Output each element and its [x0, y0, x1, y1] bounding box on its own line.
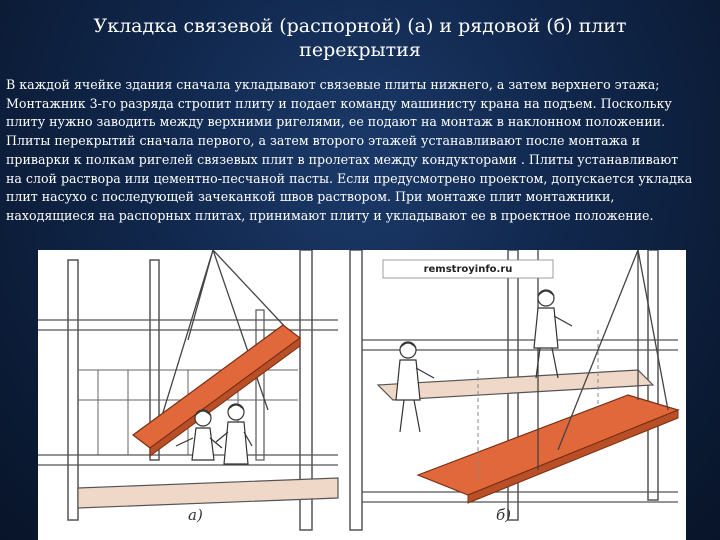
column-b3	[648, 250, 658, 500]
column-b1	[350, 250, 362, 530]
column-a1	[68, 260, 78, 520]
beam-b-bottom	[362, 492, 678, 502]
figure-label-b: б)	[496, 506, 512, 524]
worker-b2	[534, 290, 572, 378]
construction-illustration	[38, 250, 686, 540]
watermark-label: remstroyinfo.ru	[423, 264, 513, 275]
construction-drawing	[38, 250, 686, 540]
beam-a-bottom	[38, 455, 338, 465]
slab-b	[418, 395, 678, 495]
beam-a-top	[38, 320, 338, 330]
floor-a	[78, 478, 338, 508]
slide-title: Укладка связевой (распорной) (а) и рядовой (б) плит перекрытия	[93, 15, 627, 61]
slide-body-text: В каждой ячейке здания сначала укладывают связевые плиты нижнего, а затем верхнего этажа; Монтажник 3-го разряда стропит плиту и подает команду машинисту крана на подъем. Поскольку плиту нужно заводить между верхними ригелями, ее подают на монтаж в наклонном положении. Плиты перекрытий сначала первого, а затем второго этажей устанавливают после монтажа и приварки к полкам ригелей связевых плит в пролетах между кондукторами . Плиты устанавливают на слой раствора или цементно-песчаной пасты. Если предусмотрено проектом, допускается укладка плит насухо с последующей зачеканкой швов раствором. При монтаже плит монтажники, находящиеся на распорных плитах, принимают плиту и укладывают ее в проектное положение.	[6, 77, 693, 223]
slab-a-edge	[150, 338, 300, 456]
figure-label-a: а)	[188, 506, 203, 524]
